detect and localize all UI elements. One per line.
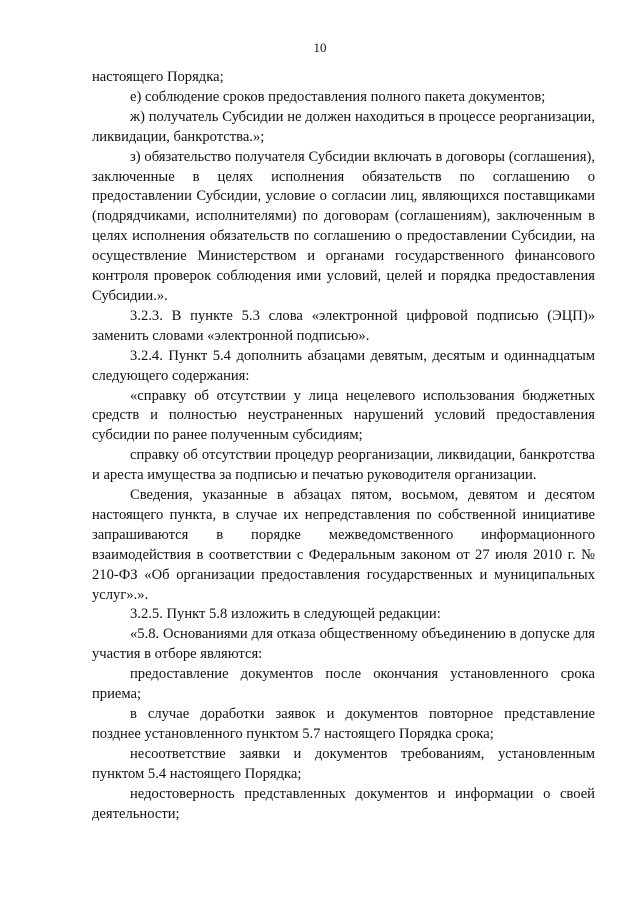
page-number: 10	[313, 40, 327, 55]
paragraph-quote-certificate-1: «справку об отсутствии у лица нецелевого использования бюджетных средств и полностью неустраненных нарушений условий предоставления субсидии по ранее полученным субсидиям;	[92, 387, 595, 444]
paragraph-information: Сведения, указанные в абзацах пятом, восьмом, девятом и десятом настоящего пункта, в случае их непредставления по собственной инициативе запрашиваются в порядке межведомственного информационного взаимодействия в соответствии с Федеральным законом от 27 июля 2010 г. № 210-ФЗ «Об организации предоставления государственных и муниципальных услуг».».	[92, 487, 595, 603]
paragraph-continuation: настоящего Порядка;	[92, 69, 224, 85]
paragraph-refusal-reason-3: несоответствие заявки и документов требованиям, установленным пунктом 5.4 настоящего Порядка;	[92, 745, 595, 782]
paragraph-item-e: е) соблюдение сроков предоставления полного пакета документов;	[130, 88, 546, 105]
paragraph-refusal-reason-4: недостоверность представленных документов и информации о своей деятельности;	[92, 785, 595, 822]
paragraph-3-2-4: 3.2.4. Пункт 5.4 дополнить абзацами девятым, десятым и одиннадцатым следующего содержания:	[92, 347, 595, 384]
paragraph-item-zh: ж) получатель Субсидии не должен находиться в процессе реорганизации, ликвидации, банкротства.»;	[92, 108, 595, 145]
paragraph-refusal-reason-2: в случае доработки заявок и документов повторное представление позднее установленного пунктом 5.7 настоящего Порядка срока;	[92, 706, 595, 742]
paragraph-5-8: «5.8. Основаниями для отказа общественному объединению в допуске для участия в отборе являются:	[92, 626, 595, 663]
paragraph-quote-certificate-2: справку об отсутствии процедур реорганизации, ликвидации, банкротства и ареста имущества за подписью и печатью руководителя организации.	[92, 447, 595, 484]
paragraph-3-2-5: 3.2.5. Пункт 5.8 изложить в следующей редакции:	[130, 606, 441, 623]
paragraph-refusal-reason-1: предоставление документов после окончания установленного срока приема;	[92, 666, 595, 703]
document-body	[92, 68, 595, 824]
paragraph-item-z: з) обязательство получателя Субсидии включать в договоры (соглашения), заключенные в целях исполнения обязательств по соглашению о предоставлении Субсидии, условие о согласии лиц, являющихся поставщиками (подрядчиками, исполнителями) по договорам (соглашениям), заключенным в целях исполнения обязательств по соглашению о предоставлении Субсидии, на осуществление Министерством и органами государственного финансового контроля проверок соблюдения ими условий, целей и порядка предоставления Субсидии.».	[92, 148, 595, 304]
paragraph-3-2-3: 3.2.3. В пункте 5.3 слова «электронной цифровой подписью (ЭЦП)» заменить словами «электронной подписью».	[92, 307, 595, 344]
